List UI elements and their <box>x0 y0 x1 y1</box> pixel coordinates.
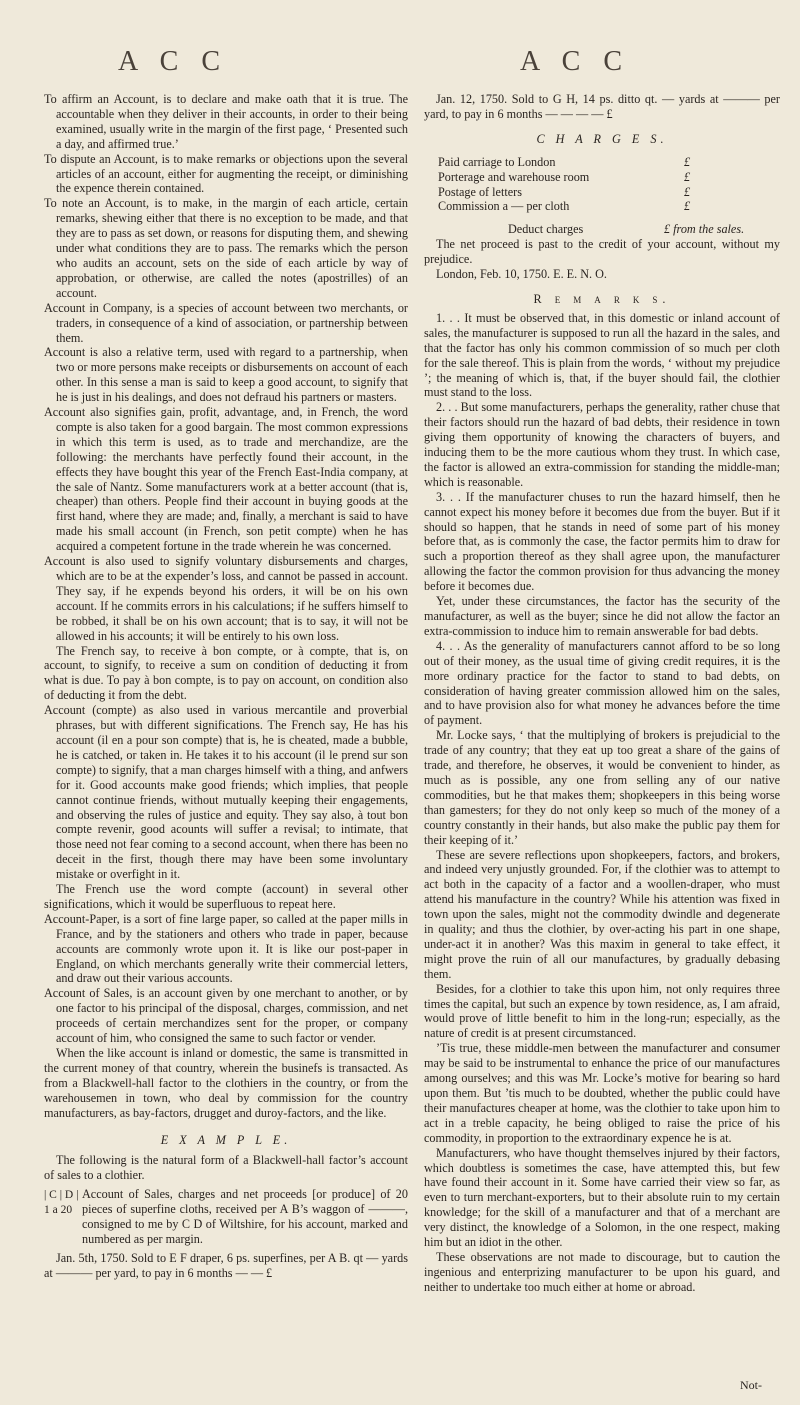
paragraph: To dispute an Account, is to make remarks or objections upon the several articles of an account, either for augmenting the receipt, or diminishing the expence therein contained. <box>44 151 408 196</box>
paragraph: Account-Paper, is a sort of fine large paper, so called at the paper mills in France, and by the stationers and others who trade in paper, because accounts are commonly wrote upon it. It is like our post-paper in England, on which merchants generally write their commercial letters, and draw out their various accounts. <box>44 911 408 986</box>
ledger-mark-numbers: 1 a 20 <box>44 1203 73 1216</box>
paragraph: The following is the natural form of a Blackwell-hall factor’s account of sales to a clothier. <box>44 1153 408 1183</box>
net-proceeds: The net proceed is past to the credit of your account, without my prejudice. <box>424 237 780 267</box>
ledger-mark-initials: | C | D | <box>44 1189 79 1202</box>
catchword: Not- <box>740 1378 762 1392</box>
ledger-entry <box>44 1187 408 1247</box>
paragraph: The French say, to receive à bon compte, or à compte, that is, on account, to signify, to receive a sum on condition of deducting it from what is due. To pay à bon compte, is to pay on account, on condition also of deducting it from the debt. <box>44 643 408 703</box>
remark: 2. . . But some manufacturers, perhaps the generality, rather chuse that their factors should run the hazard of bad debts, their residence in town giving them opportunity of knowing the characters of buyers, and inducing them to be the more cautious whom they trust. In which case, the factor is allowed an extra-commission for standing the middle-man; which is reasonable. <box>424 400 780 489</box>
remark: Besides, for a clothier to take this upon him, not only requires three times the capital, but such an expence by town residence, as, I am afraid, would prove of little benefit to him in the long-run; especially, as the nature of credit is at present circumstanced. <box>424 981 780 1041</box>
paragraph: Account in Company, is a species of account between two merchants, or traders, in consequence of a kind of association, or partnership between them. <box>44 300 408 345</box>
remark: Mr. Locke says, ‘ that the multiplying of brokers is prejudicial to the trade of any country; that they eat up too great a share of the gains of trade, and therefore, he observes, it would be convenient to hinder, as much as is possible, any one from selling any of our native commodities, but he that makes them; shopkeepers in this being worse than gamesters; for they do not only keep so much of the money of a country constantly in their hands, but also make the public pay them for their keeping of it.’ <box>424 728 780 847</box>
remark: 3. . . If the manufacturer chuses to run the hazard himself, then he cannot expect his money before it becomes due from the buyer. But if it should so happen, that he stands in need of some part of his money before that, as is commonly the case, the factor permits him to draw for such a proportion thereof as they shall agree upon, the manufacturer allowing the factor the common provision for thus advancing the money before it becomes due. <box>424 489 780 594</box>
remark: 4. . . As the generality of manufacturers cannot afford to be so long out of their money, as the usual time of giving credit requires, it is the more ordinary practice for the factor to stand to bad debts, on consideration of having greater commission allowed him on the sales, and to have provision also for what money he advances before the time of payment. <box>424 638 780 728</box>
example-heading: E X A M P L E. <box>160 1132 292 1147</box>
charge-row <box>424 185 780 200</box>
charge-label: Postage of letters <box>438 184 522 199</box>
paragraph: Account also signifies gain, profit, advantage, and, in French, the word compte is also taken for a good bargain. The most common expressions in which this term is used, as to trade and merchandize, are the following: the merchants have perfectly found their account, in the effects they have bought this year of the French East-India company, at the sale of Nantz. Some manufacturers work at a better account (that is, cheaper) than others. People find their account in buying goods at the first hand, where they are made; and, finally, a merchant is said to have made his small account (in French, son petit compte) when he has acquired a competent fortune in the trade wherein he was concerned. <box>44 405 408 554</box>
charge-amount: £ <box>684 184 691 199</box>
remark: ’Tis true, these middle-men between the manufacturer and consumer may be said to be instrumental to enhance the price of our manufactures among ourselves; and this was Mr. Locke’s motive for bearing so hard upon them. But ’tis much to be doubted, whether the public could have their manufactures cheaper at home, was the clothier to take upon him to act in a treble capacity, he being obliged to raise the price of his commodity, in proportion to the extraordinary expence he is at. <box>424 1041 780 1145</box>
charge-amount: £ <box>684 199 691 214</box>
charge-label: Commission a — per cloth <box>438 199 570 214</box>
charge-label: Paid carriage to London <box>438 154 556 169</box>
charges-heading: C H A R G E S. <box>536 131 668 146</box>
remark: Yet, under these circumstances, the factor has the security of the manufacturer, as well as the buyer; since he did not allow the factor an extra-commission to induce him to remain answerable for bad debts. <box>424 594 780 638</box>
ledger-text: Account of Sales, charges and net proceeds [or produce] of 20 pieces of superfine cloths, received per A B’s waggon of ———, consigned to me by C D of Wiltshire, for his account, marked and numbered as per margin. <box>82 1187 408 1246</box>
paragraph: The French use the word compte (account) in several other significations, which it would be superfluous to repeat here. <box>44 882 408 911</box>
signoff: London, Feb. 10, 1750. E. E. N. O. <box>436 267 607 282</box>
ledger-marks <box>44 1187 82 1247</box>
remark: 1. . . It must be observed that, in this domestic or inland account of sales, the manufacturer is supposed to run all the hazard in the sales, and that the factor has only his common commission of so much per cloth for the sale thereof. This is plain from the words, ‘ without my prejudice ’; the meaning of which is, that, if the buyer should fail, the clothier must stand to the loss. <box>424 310 780 400</box>
paragraph: Jan. 5th, 1750. Sold to E F draper, 6 ps. superfines, per A B. qt — yards at ——— per yard, to pay in 6 months — — £ <box>44 1250 408 1280</box>
paragraph: Account is also used to signify voluntary disbursements and charges, which are to be at the expender’s loss, and cannot be passed in account. They say, if he expends beyond his orders, it will be on his own account. If he commits errors in his calculations; if he suffers himself to be robbed, it shall be on his own account; that is to say, it will not be allowed in his accounts; it will be entirely to his own loss. <box>44 554 408 643</box>
charge-row <box>424 170 780 185</box>
charge-amount: £ <box>684 154 691 169</box>
deduct-row <box>424 222 780 237</box>
charge-row <box>424 199 780 214</box>
remark: These observations are not made to discourage, but to caution the ingenious and enterprizing manufacturer to be upon his guard, and neither to undertake too much either at home or abroad. <box>424 1249 780 1294</box>
paragraph: Account of Sales, is an account given by one merchant to another, or by one factor to his principal of the disposal, charges, commission, and net proceeds of certain merchandizes sent for the proper, or company account of him, who consigned the same to such factor or vender. <box>44 986 408 1046</box>
running-header-left: A C C <box>118 46 229 77</box>
paragraph: Account (compte) as also used in various mercantile and proverbial phrases, but with different significations. The French say, He has his account (il en a pour son compte) that is, he is cheated, made a bubble, he is catched, or taken in. He takes it to his account (il le prend sur son compte) to signify, that a man charges himself with a thing, and anfwers for it. Good accounts make good friends; which implies, that people cannot continue friends, without mutually keeping their engagements, and observing the rules of justice and equity. They say also, à tout bon compte revenir, good acounts will suffer a revisal; to intimate, that those need not fear coming to a second account, when there has been no deceit in the first, though there may have been some involuntary mistake or overfight in it. <box>44 703 408 882</box>
remark: These are severe reflections upon shopkeepers, factors, and brokers, and indeed very unjustly grounded. For, if the clothier was to attempt to act both in the capacity of a factor and a woollen-draper, who must attend his manufacture in the country? While his attention was fixed in town upon the sales, might not the commodity dwindle and degenerate in quality; and thus the clothier, by over-acting his part in one shape, under-act it in another? Was this maxim in general to take effect, it might prove the ruin of all our manufactures, by gradually debasing them. <box>424 847 780 981</box>
paragraph: Jan. 12, 1750. Sold to G H, 14 ps. ditto qt. — yards at ——— per yard, to pay in 6 months — — — — £ <box>424 92 780 121</box>
right-column <box>424 92 780 1295</box>
remark: Manufacturers, who have thought themselves injured by their factors, which doubtless is sometimes the case, have attempted this, but few have found their account in it. Some have carried their view so far, as even to turn merchant-exporters, but to their absolute ruin to my certain knowledge; for the skill of a manufacturer and that of a merchant are very distinct, the knowledge of a Solomon, in the one respect, making him but an idiot in the other. <box>424 1145 780 1250</box>
running-header-right: A C C <box>520 46 631 77</box>
paragraph: Account is also a relative term, used with regard to a partnership, when two or more persons make receipts or disbursements on account of each other. In this sense a man is said to keep a good account, to signify that he is just in his dealings, and does not defraud his partners or masters. <box>44 345 408 405</box>
charge-row <box>424 155 780 170</box>
charge-amount: £ <box>684 169 691 184</box>
charge-label: Porterage and warehouse room <box>438 169 590 184</box>
paragraph: To affirm an Account, is to declare and make oath that it is true. The accountable when they deliver in their accounts, in order to their being examined, usually write in the margin of the first page, ‘ Presented such a day, and affirmed true.’ <box>44 92 408 151</box>
deduct-label: Deduct charges <box>508 222 584 237</box>
remarks-heading: R e m a r k s. <box>533 291 671 306</box>
left-column <box>44 92 408 1281</box>
paragraph: To note an Account, is to make, in the margin of each article, certain remarks, shewing either that there is no exception to be made, and that they are to pass as set down, or reasons for disputing them, and shewing under what conditions they are to pass. The remarks which the person who audits an account, sets on the side of each article by way of approbation, or otherwise, are called the notes (apostrilles) of an account. <box>44 196 408 300</box>
deduct-amount: £ from the sales. <box>664 222 745 237</box>
paragraph: When the like account is inland or domestic, the same is transmitted in the current money of that country, wherein the businefs is transacted. As from a Blackwell-hall factor to the clothiers in the country, or from the warehousemen in town, who deal by commission for the country manufacturers, as bay-factors, drugget and duroy-factors, and the like. <box>44 1046 408 1120</box>
